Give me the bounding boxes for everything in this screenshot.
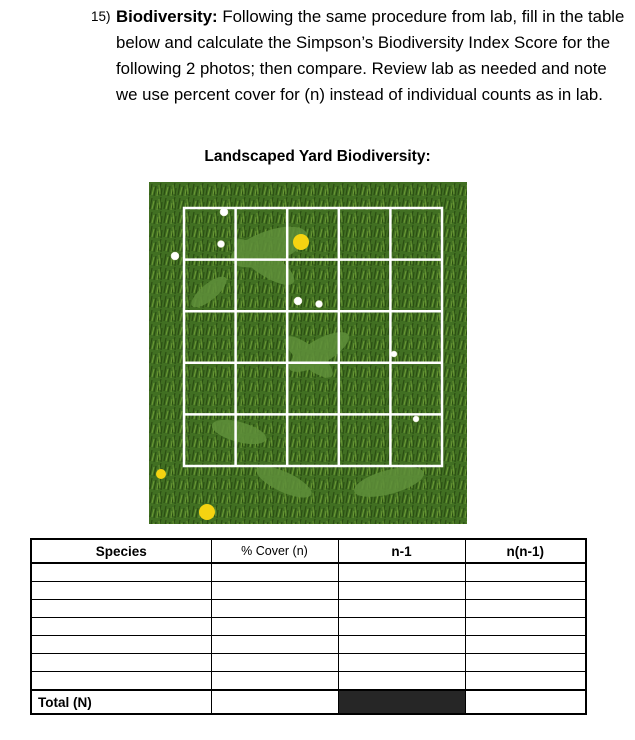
n-n-minus-1-cell[interactable] <box>465 654 586 672</box>
question-number: 15) <box>91 9 111 24</box>
table-row <box>31 563 586 582</box>
total-cover-cell[interactable] <box>211 690 338 714</box>
species-cell[interactable] <box>31 654 211 672</box>
header-species: Species <box>31 539 211 563</box>
table-header-row <box>31 539 586 563</box>
table-row <box>31 636 586 654</box>
species-cell[interactable] <box>31 582 211 600</box>
species-cell[interactable] <box>31 672 211 691</box>
cover-cell[interactable] <box>211 582 338 600</box>
question-body <box>91 4 626 108</box>
total-n-n-minus-1-cell[interactable] <box>465 690 586 714</box>
cover-cell[interactable] <box>211 618 338 636</box>
n-n-minus-1-cell[interactable] <box>465 636 586 654</box>
total-row <box>31 690 586 714</box>
table-row <box>31 582 586 600</box>
biodiversity-table <box>30 538 587 715</box>
n-n-minus-1-cell[interactable] <box>465 563 586 582</box>
header-n-times-n-minus-1: n(n-1) <box>465 539 586 563</box>
table-row <box>31 654 586 672</box>
species-cell[interactable] <box>31 563 211 582</box>
n-minus-1-cell[interactable] <box>338 600 465 618</box>
question-lead: Biodiversity: <box>116 7 218 26</box>
n-n-minus-1-cell[interactable] <box>465 582 586 600</box>
cover-cell[interactable] <box>211 600 338 618</box>
species-cell[interactable] <box>31 600 211 618</box>
table-row <box>31 600 586 618</box>
table-row <box>31 672 586 691</box>
n-n-minus-1-cell[interactable] <box>465 600 586 618</box>
header-n-minus-1: n-1 <box>338 539 465 563</box>
cover-cell[interactable] <box>211 672 338 691</box>
cover-cell[interactable] <box>211 636 338 654</box>
question-text: Following the same procedure from lab, fill in the table below and calculate the Simpson’s Biodiversity Index Score for the following 2 photos; then compare. Review lab as needed and note we use percent cover for (n) instead of individual counts as in lab. <box>116 7 625 104</box>
n-n-minus-1-cell[interactable] <box>465 672 586 691</box>
total-label: Total (N) <box>31 690 211 714</box>
cover-cell[interactable] <box>211 563 338 582</box>
question-15 <box>91 3 626 108</box>
n-minus-1-cell[interactable] <box>338 582 465 600</box>
n-n-minus-1-cell[interactable] <box>465 618 586 636</box>
shaded-cell <box>338 690 465 714</box>
lawn-quadrat-photo <box>149 182 467 524</box>
n-minus-1-cell[interactable] <box>338 618 465 636</box>
n-minus-1-cell[interactable] <box>338 636 465 654</box>
photo-caption: Landscaped Yard Biodiversity: <box>204 148 431 165</box>
header-percent-cover: % Cover (n) <box>211 539 338 563</box>
n-minus-1-cell[interactable] <box>338 654 465 672</box>
table-row <box>31 618 586 636</box>
species-cell[interactable] <box>31 636 211 654</box>
n-minus-1-cell[interactable] <box>338 672 465 691</box>
species-cell[interactable] <box>31 618 211 636</box>
cover-cell[interactable] <box>211 654 338 672</box>
n-minus-1-cell[interactable] <box>338 563 465 582</box>
